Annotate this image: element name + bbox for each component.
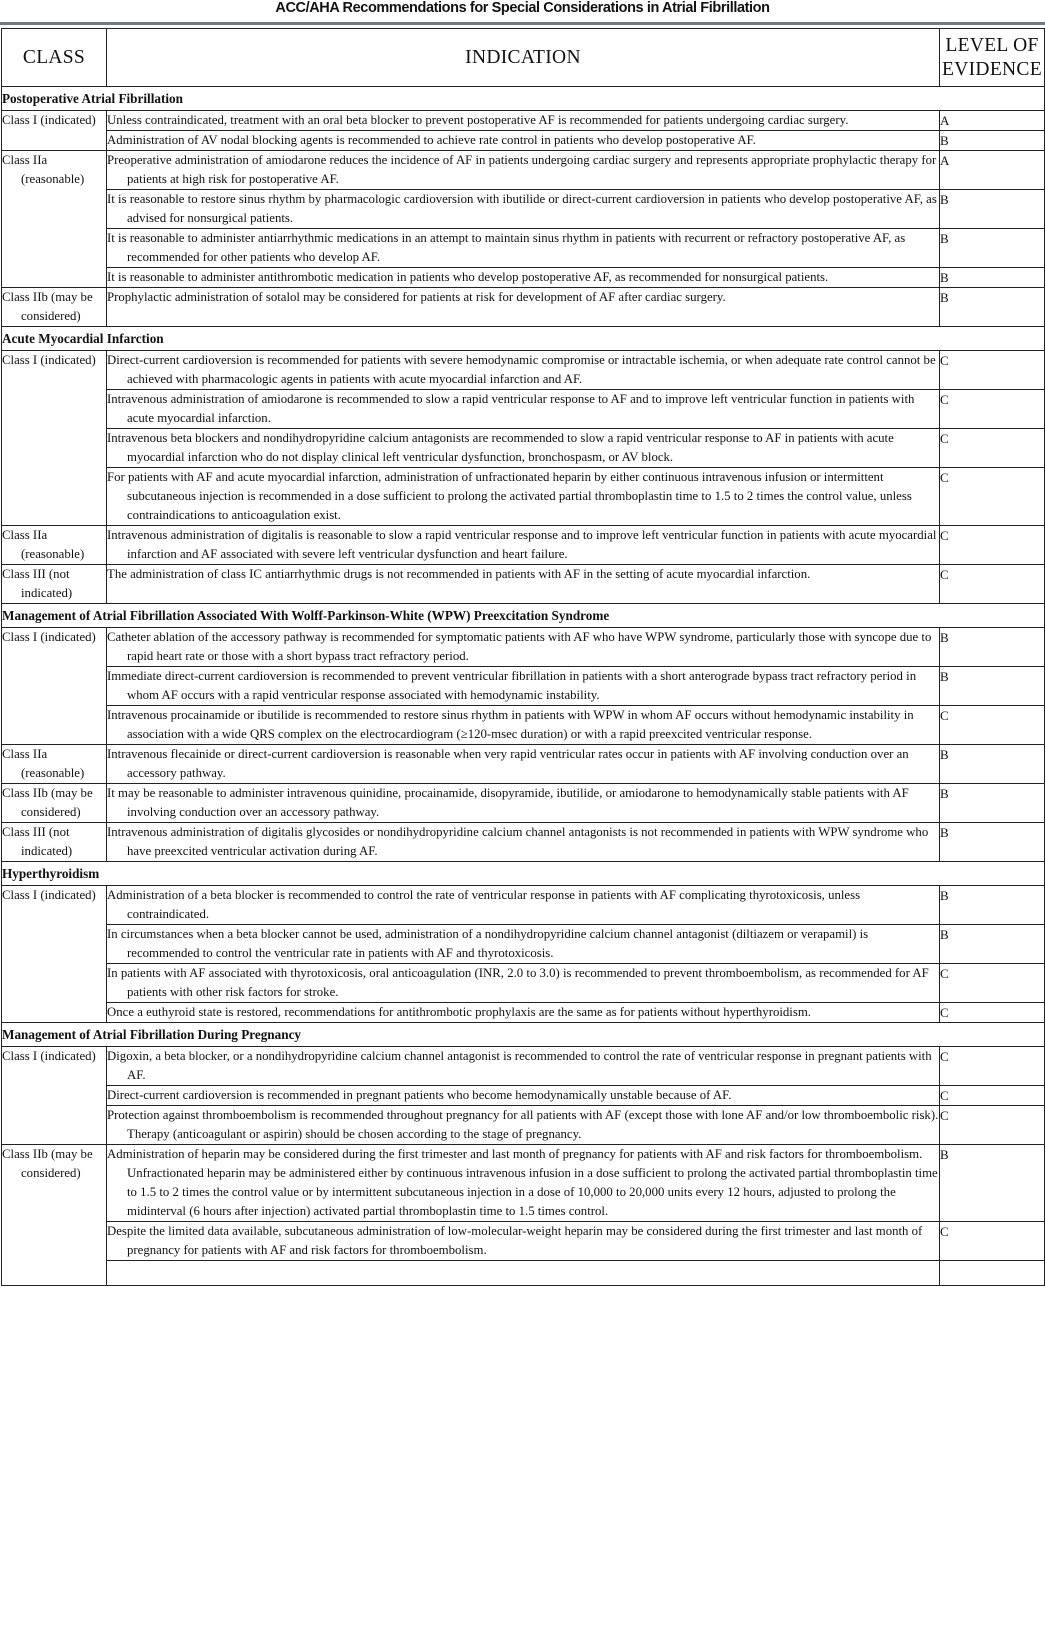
table-row xyxy=(2,925,1045,964)
table-row xyxy=(2,229,1045,268)
section-title: Acute Myocardial Infarction xyxy=(2,327,1045,351)
table-row xyxy=(2,288,1045,327)
class-cell xyxy=(2,1047,107,1145)
evidence-level: C xyxy=(940,1106,1045,1145)
indication-text: Intravenous administration of amiodarone is recommended to slow a rapid ventricular response to AF and to improve left ventricular function in patients with acute myocardial infarction. xyxy=(107,392,915,425)
table-row xyxy=(2,1106,1045,1145)
table-row xyxy=(2,1261,1045,1286)
class-label: Class I (indicated) xyxy=(2,888,96,902)
indication-cell xyxy=(107,628,940,667)
class-cell xyxy=(2,151,107,288)
indication-text: Digoxin, a beta blocker, or a nondihydropyridine calcium channel antagonist is recommended to control the rate of ventricular response in pregnant patients with AF. xyxy=(107,1049,932,1082)
indication-cell xyxy=(107,111,940,131)
evidence-level: C xyxy=(940,1003,1045,1023)
evidence-level: B xyxy=(940,288,1045,327)
indication-text: The administration of class IC antiarrhythmic drugs is not recommended in patients with AF in the setting of acute myocardial infarction. xyxy=(107,567,811,581)
indication-cell xyxy=(107,1086,940,1106)
section-title: Management of Atrial Fibrillation During Pregnancy xyxy=(2,1023,1045,1047)
table-row xyxy=(2,351,1045,390)
class-label: Class IIb (may be considered) xyxy=(2,786,93,819)
indication-text: It is reasonable to restore sinus rhythm by pharmacologic cardioversion with ibutilide or direct-current cardioversion in patients who develop postoperative AF, as advised for nonsurgical patients. xyxy=(107,192,937,225)
indication-text: Administration of AV nodal blocking agents is recommended to achieve rate control in patients who develop postoperative AF. xyxy=(107,133,756,147)
class-cell xyxy=(2,886,107,1023)
indication-text: It may be reasonable to administer intravenous quinidine, procainamide, disopyramide, ibutilide, or amiodarone to hemodynamically stable patients with AF involving conduction over an accessory pathway. xyxy=(107,786,909,819)
indication-cell xyxy=(107,390,940,429)
class-label: Class I (indicated) xyxy=(2,1049,96,1063)
indication-text: Intravenous administration of digitalis glycosides or nondihydropyridine calcium channel antagonists is not recommended in patients with WPW syndrome who have preexcited ventricular activation during AF. xyxy=(107,825,929,858)
evidence-level: C xyxy=(940,390,1045,429)
evidence-level: C xyxy=(940,1222,1045,1261)
table-row xyxy=(2,1086,1045,1106)
indication-text: Intravenous beta blockers and nondihydropyridine calcium antagonists are recommended to slow a rapid ventricular response to AF in patients with acute myocardial infarction who do not display clinical left ventricular dysfunction, bronchospasm, or AV block. xyxy=(107,431,894,464)
indication-cell xyxy=(107,706,940,745)
evidence-level: B xyxy=(940,823,1045,862)
indication-cell xyxy=(107,229,940,268)
evidence-level: C xyxy=(940,964,1045,1003)
indication-cell xyxy=(107,784,940,823)
class-label: Class IIa (reasonable) xyxy=(2,747,85,780)
section-title: Hyperthyroidism xyxy=(2,862,1045,886)
section-title: Postoperative Atrial Fibrillation xyxy=(2,87,1045,111)
indication-text: Administration of heparin may be considered during the first trimester and last month of pregnancy for patients with AF and risk factors for thromboembolism. Unfractionated heparin may be administered either by continuous intravenous infusion in a dose sufficient to prolong the activated partial thromboplastin time to 1.5 to 2 times the control value or by intermittent subcutaneous injection in a dose of 10,000 to 20,000 units every 12 hours, adjusted to prolong the midinterval (6 hours after injection) activated partial thromboplastin time to 1.5 times control. xyxy=(107,1147,938,1218)
indication-cell xyxy=(107,288,940,327)
class-label: Class IIa (reasonable) xyxy=(2,528,85,561)
class-cell xyxy=(2,288,107,327)
indication-text: Despite the limited data available, subcutaneous administration of low-molecular-weight heparin may be considered during the first trimester and last month of pregnancy for patients with AF and risk factors for thromboembolism. xyxy=(107,1224,923,1257)
class-cell xyxy=(2,1145,107,1286)
indication-text: Administration of a beta blocker is recommended to control the rate of ventricular response in patients with AF complicating thyrotoxicosis, unless contraindicated. xyxy=(107,888,861,921)
table-row xyxy=(2,468,1045,526)
indication-text: Intravenous administration of digitalis is reasonable to slow a rapid ventricular response and to improve left ventricular function in patients with acute myocardial infarction and AF associated with severe left ventricular dysfunction and heart failure. xyxy=(107,528,937,561)
class-cell xyxy=(2,526,107,565)
evidence-level: C xyxy=(940,468,1045,526)
indication-cell xyxy=(107,745,940,784)
indication-cell xyxy=(107,468,940,526)
table-row xyxy=(2,190,1045,229)
evidence-level: C xyxy=(940,526,1045,565)
table-row xyxy=(2,526,1045,565)
indication-text: It is reasonable to administer antiarrhythmic medications in an attempt to maintain sinus rhythm in patients with recurrent or refractory postoperative AF, as recommended for other patients who develop AF. xyxy=(107,231,906,264)
class-label: Class IIb (may be considered) xyxy=(2,1147,93,1180)
evidence-level: B xyxy=(940,667,1045,706)
table-row xyxy=(2,823,1045,862)
section-row xyxy=(2,604,1045,628)
indication-cell xyxy=(107,351,940,390)
indication-text: Protection against thromboembolism is recommended throughout pregnancy for all patients with AF (except those with lone AF and/or low thromboembolic risk). Therapy (anticoagulant or aspirin) should be chosen according to the stage of pregnancy. xyxy=(107,1108,939,1141)
indication-text: For patients with AF and acute myocardial infarction, administration of unfractionated heparin by either continuous intravenous infusion or intermittent subcutaneous injection is recommended in a dose sufficient to prolong the activated partial thromboplastin time to 1.5 to 2 times the control value, unless contraindications to anticoagulation exist. xyxy=(107,470,912,522)
class-label: Class I (indicated) xyxy=(2,353,96,367)
evidence-level: A xyxy=(940,151,1045,190)
table-row xyxy=(2,886,1045,925)
table-row xyxy=(2,268,1045,288)
evidence-level: B xyxy=(940,1145,1045,1222)
class-label: Class IIa (reasonable) xyxy=(2,153,85,186)
table-row xyxy=(2,628,1045,667)
table-row xyxy=(2,390,1045,429)
indication-cell xyxy=(107,1047,940,1086)
indication-cell xyxy=(107,1003,940,1023)
evidence-level: C xyxy=(940,429,1045,468)
evidence-level: A xyxy=(940,111,1045,131)
indication-text: Once a euthyroid state is restored, recommendations for antithrombotic prophylaxis are the same as for patients without hyperthyroidism. xyxy=(107,1005,811,1019)
indication-text: It is reasonable to administer antithrombotic medication in patients who develop postoperative AF, as recommended for nonsurgical patients. xyxy=(107,270,829,284)
section-row xyxy=(2,327,1045,351)
section-title: Management of Atrial Fibrillation Associated With Wolff-Parkinson-White (WPW) Preexcitation Syndrome xyxy=(2,604,1045,628)
evidence-level: B xyxy=(940,886,1045,925)
column-header-level-line1: LEVEL OF xyxy=(945,34,1039,56)
table-row xyxy=(2,1003,1045,1023)
indication-text: Prophylactic administration of sotalol may be considered for patients at risk for development of AF after cardiac surgery. xyxy=(107,290,726,304)
indication-cell xyxy=(107,964,940,1003)
indication-cell xyxy=(107,429,940,468)
indication-cell xyxy=(107,1145,940,1222)
indication-text: Catheter ablation of the accessory pathway is recommended for symptomatic patients with AF who have WPW syndrome, particularly those with syncope due to rapid heart rate or those with a short bypass tract refractory period. xyxy=(107,630,932,663)
column-header-class: CLASS xyxy=(2,29,107,87)
evidence-level: B xyxy=(940,628,1045,667)
evidence-level: B xyxy=(940,131,1045,151)
section-row xyxy=(2,1023,1045,1047)
document-title: ACC/AHA Recommendations for Special Considerations in Atrial Fibrillation xyxy=(275,0,770,16)
indication-cell xyxy=(107,667,940,706)
indication-cell xyxy=(107,268,940,288)
class-cell xyxy=(2,565,107,604)
class-label: Class III (not indicated) xyxy=(2,825,73,858)
indication-cell xyxy=(107,886,940,925)
table-header-row xyxy=(2,29,1045,87)
indication-cell xyxy=(107,1106,940,1145)
column-header-indication: INDICATION xyxy=(107,29,940,87)
indication-cell xyxy=(107,131,940,151)
evidence-level xyxy=(940,1261,1045,1286)
class-cell xyxy=(2,628,107,745)
indication-text: In circumstances when a beta blocker cannot be used, administration of a nondihydropyridine calcium channel antagonist (diltiazem or verapamil) is recommended to control the ventricular rate in patients with AF and thyrotoxicosis. xyxy=(107,927,869,960)
class-cell xyxy=(2,111,107,151)
indication-cell xyxy=(107,1222,940,1261)
evidence-level: B xyxy=(940,229,1045,268)
indication-cell xyxy=(107,925,940,964)
indication-cell xyxy=(107,823,940,862)
table-row xyxy=(2,1047,1045,1086)
recommendations-table xyxy=(1,28,1045,1286)
table-row xyxy=(2,784,1045,823)
class-label: Class I (indicated) xyxy=(2,630,96,644)
class-label: Class IIb (may be considered) xyxy=(2,290,93,323)
table-row xyxy=(2,706,1045,745)
evidence-level: B xyxy=(940,190,1045,229)
indication-text: Preoperative administration of amiodarone reduces the incidence of AF in patients undergoing cardiac surgery and represents appropriate prophylactic therapy for patients at high risk for postoperative AF. xyxy=(107,153,937,186)
indication-text: Direct-current cardioversion is recommended in pregnant patients who become hemodynamically unstable because of AF. xyxy=(107,1088,732,1102)
evidence-level: B xyxy=(940,268,1045,288)
indication-cell xyxy=(107,526,940,565)
table-row xyxy=(2,151,1045,190)
table-row xyxy=(2,429,1045,468)
indication-cell xyxy=(107,1261,940,1286)
indication-text: Immediate direct-current cardioversion is recommended to prevent ventricular fibrillation in patients with a short anterograde bypass tract refractory period in whom AF occurs with a rapid ventricular response associated with hemodynamic instability. xyxy=(107,669,917,702)
indication-text: Intravenous flecainide or direct-current cardioversion is reasonable when very rapid ventricular rates occur in patients with AF involving conduction over an accessory pathway. xyxy=(107,747,909,780)
title-divider xyxy=(0,22,1045,25)
evidence-level: C xyxy=(940,565,1045,604)
column-header-level xyxy=(940,29,1045,87)
column-header-level-line2: EVIDENCE xyxy=(942,58,1042,80)
evidence-level: C xyxy=(940,351,1045,390)
table-row xyxy=(2,964,1045,1003)
table-row xyxy=(2,667,1045,706)
class-cell xyxy=(2,784,107,823)
indication-cell xyxy=(107,190,940,229)
indication-text: Direct-current cardioversion is recommended for patients with severe hemodynamic compromise or intractable ischemia, or when adequate rate control cannot be achieved with pharmacologic agents in patients with acute myocardial infarction and AF. xyxy=(107,353,936,386)
class-cell xyxy=(2,823,107,862)
table-row xyxy=(2,1222,1045,1261)
table-row xyxy=(2,111,1045,131)
table-row xyxy=(2,565,1045,604)
evidence-level: B xyxy=(940,784,1045,823)
table-row xyxy=(2,1145,1045,1222)
table-row xyxy=(2,745,1045,784)
indication-cell xyxy=(107,151,940,190)
class-label: Class I (indicated) xyxy=(2,113,96,127)
indication-text: Unless contraindicated, treatment with an oral beta blocker to prevent postoperative AF is recommended for patients undergoing cardiac surgery. xyxy=(107,113,849,127)
evidence-level: B xyxy=(940,925,1045,964)
evidence-level: C xyxy=(940,1086,1045,1106)
section-row xyxy=(2,862,1045,886)
table-row xyxy=(2,131,1045,151)
indication-text: Intravenous procainamide or ibutilide is recommended to restore sinus rhythm in patients with WPW in whom AF occurs without hemodynamic instability in association with a wide QRS complex on the electrocardiogram (≥120-msec duration) or with a rapid preexcited ventricular response. xyxy=(107,708,914,741)
evidence-level: C xyxy=(940,1047,1045,1086)
table-body xyxy=(2,87,1045,1286)
class-cell xyxy=(2,745,107,784)
class-cell xyxy=(2,351,107,526)
class-label: Class III (not indicated) xyxy=(2,567,73,600)
indication-text: In patients with AF associated with thyrotoxicosis, oral anticoagulation (INR, 2.0 to 3.0) is recommended to prevent thromboembolism, as recommended for AF patients with other risk factors for stroke. xyxy=(107,966,929,999)
evidence-level: B xyxy=(940,745,1045,784)
indication-cell xyxy=(107,565,940,604)
evidence-level: C xyxy=(940,706,1045,745)
section-row xyxy=(2,87,1045,111)
